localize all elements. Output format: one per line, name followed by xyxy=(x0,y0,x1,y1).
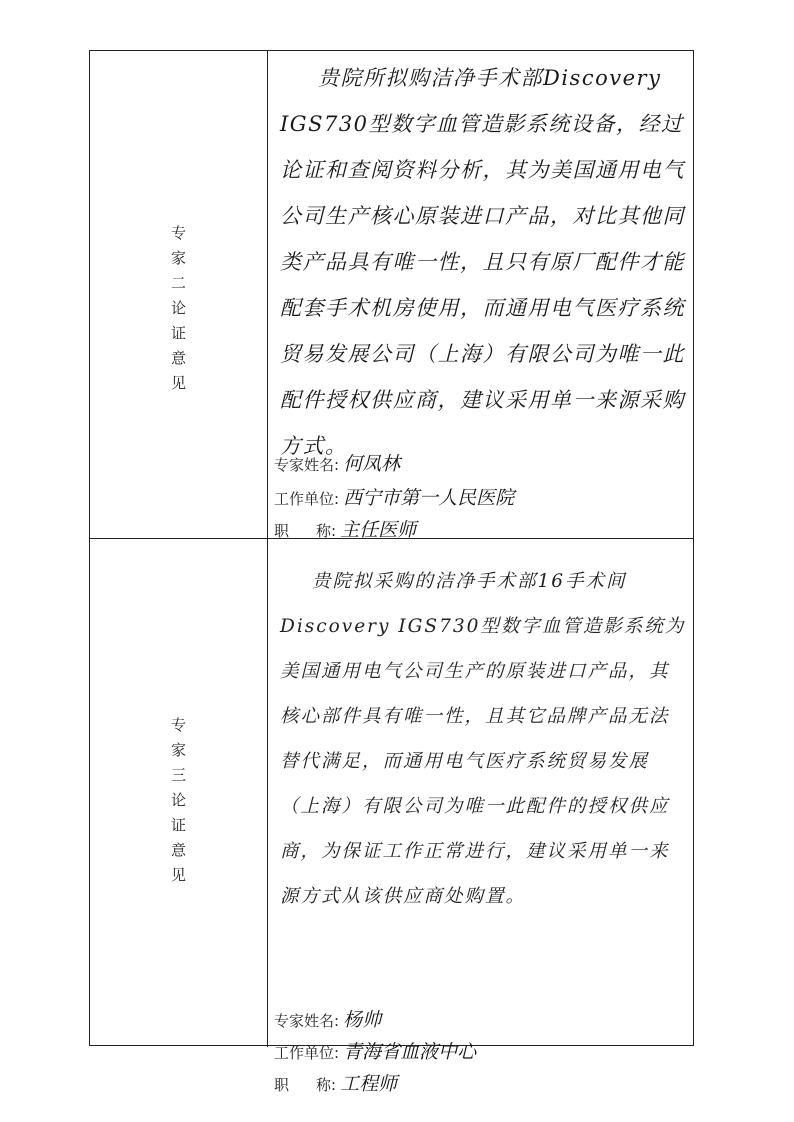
expert-three-title-value: 工程师 xyxy=(340,1073,398,1095)
section-label-char: 专 xyxy=(170,716,186,734)
expert-name-label: 专家姓名: xyxy=(274,1012,340,1030)
expert-three-unit-value: 青海省血液中心 xyxy=(343,1041,477,1063)
section-label-char: 三 xyxy=(170,766,186,784)
expert-two-opinion-text: 贵院所拟购洁净手术部Discovery IGS730型数字血管造影系统设备，经过论证和查阅资料分析，其为美国通用电气公司生产核心原装进口产品，对比其他同类产品具有唯一性，且只有原厂配件才能配套手术机房使用，而通用电气医疗系统贸易发展公司（上海）有限公司为唯一此配件授权供应商，建议采用单一来源采购方式。 xyxy=(280,66,685,458)
expert-three-section-label xyxy=(167,713,191,888)
section-label-char: 证 xyxy=(170,816,186,834)
section-label-char: 专 xyxy=(170,224,186,242)
section-label-char: 论 xyxy=(170,791,186,809)
expert-three-name-field xyxy=(274,1005,381,1032)
section-label-char: 见 xyxy=(170,374,186,392)
expert-two-unit-field xyxy=(274,483,514,510)
expert-two-title-value: 主任医师 xyxy=(340,519,417,541)
expert-three-name-value: 杨帅 xyxy=(343,1009,382,1031)
section-label-char: 家 xyxy=(170,249,186,267)
expert-three-opinion-text: 贵院拟采购的洁净手术部16手术间Discovery IGS730型数字血管造影系统为美国通用电气公司生产的原装进口产品，其核心部件具有唯一性，且其它品牌产品无法替代满足，而通用电气医疗系统贸易发展（上海）有限公司为唯一此配件的授权供应商，为保证工作正常进行，建议采用单一来源方式从该供应商处购置。 xyxy=(280,571,686,907)
expert-two-row xyxy=(90,51,693,539)
expert-two-label-cell xyxy=(90,51,268,538)
section-label-char: 意 xyxy=(170,349,186,367)
expert-three-title-field xyxy=(274,1069,397,1096)
expert-two-name-field xyxy=(274,449,400,476)
section-label-char: 家 xyxy=(170,741,186,759)
job-title-label: 职 称: xyxy=(274,1076,337,1094)
expert-name-label: 专家姓名: xyxy=(274,456,340,474)
expert-two-section-label xyxy=(167,221,191,396)
section-label-char: 证 xyxy=(170,324,186,342)
section-label-char: 见 xyxy=(170,866,186,884)
expert-three-content-cell xyxy=(268,539,693,1095)
expert-two-name-value: 何凤林 xyxy=(343,453,401,475)
expert-three-row xyxy=(90,539,693,1095)
section-label-char: 论 xyxy=(170,299,186,317)
expert-two-content-cell xyxy=(268,51,693,541)
expert-three-label-cell xyxy=(90,539,268,1047)
work-unit-label: 工作单位: xyxy=(274,1044,340,1062)
job-title-label: 职 称: xyxy=(274,522,337,540)
expert-two-unit-value: 西宁市第一人民医院 xyxy=(343,487,515,509)
section-label-char: 意 xyxy=(170,841,186,859)
opinion-table xyxy=(89,50,694,1095)
expert-two-title-field xyxy=(274,515,416,542)
expert-three-unit-field xyxy=(274,1037,476,1064)
work-unit-label: 工作单位: xyxy=(274,490,340,508)
section-label-char: 二 xyxy=(170,274,186,292)
